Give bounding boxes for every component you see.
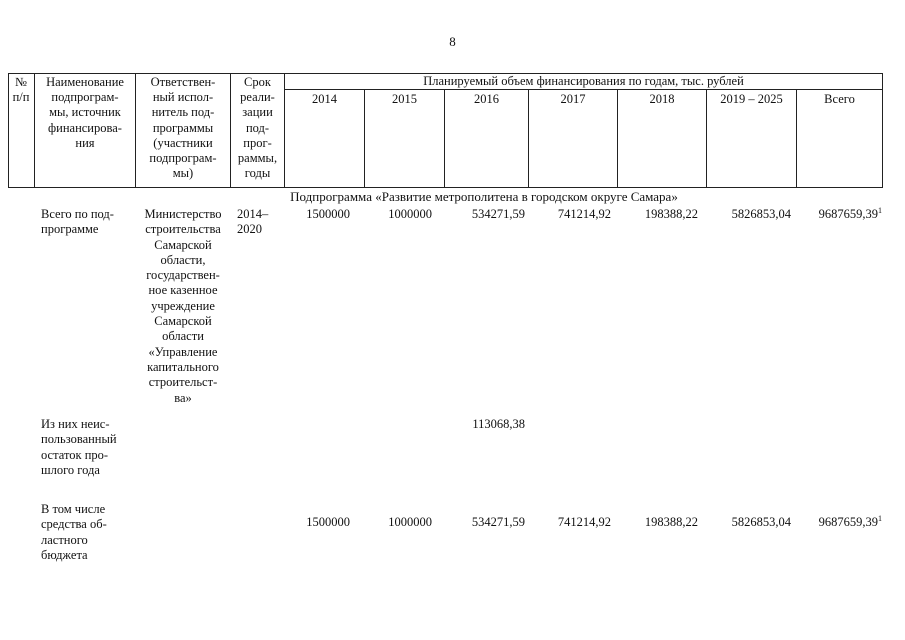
header-year-2014: 2014 [312,92,337,106]
value-2014: 1500000 [306,515,350,529]
row-executor: Министерство строительства Самарской области, государствен- ное казенное учреждение Самарской области «Управление капитального строительст- ва» [144,207,222,405]
footnote-mark: 1 [878,513,882,523]
header-funding-title: Планируемый объем финансирования по годам, тыс. рублей [423,74,744,88]
header-col-term: Срок реали- зации под- прог- раммы, годы [237,75,278,181]
value-2017: 741214,92 [557,515,611,529]
value-2015: 1000000 [388,515,432,529]
col-line [882,73,883,187]
value-2016: 113068,38 [472,417,525,431]
row-name: Из них неис- пользованный остаток про- шлого года [41,417,117,478]
header-col-name: Наименование подпрограм- мы, источник финансирова- ния [46,75,124,150]
row-term: 2014– 2020 [237,207,269,237]
header-col-executor: Ответствен- ный испол- нитель под- программы (участники подпрограм- мы) [149,75,217,181]
header-year-2019-2025: 2019 – 2025 [720,92,783,106]
footnote-mark: 1 [878,205,882,215]
col-line [284,73,285,187]
value-2018: 198388,22 [644,515,698,529]
header-year-2016: 2016 [474,92,499,106]
header-year-2018: 2018 [649,92,675,106]
value-2016: 534271,59 [471,515,525,529]
value-2018: 198388,22 [644,207,698,221]
header-year-2015: 2015 [392,92,417,106]
value-2017: 741214,92 [557,207,611,221]
row-name: Всего по под- программе [41,207,114,237]
value-2019-2025: 5826853,04 [731,515,791,529]
value-2014: 1500000 [306,207,350,221]
subprogram-title: Подпрограмма «Развитие метрополитена в городском округе Самара» [290,189,678,204]
page-number: 8 [449,34,456,49]
header-bottom-border [8,187,883,188]
value-total: 9687659,39$^1$ [818,513,882,529]
value-2015: 1000000 [388,207,432,221]
header-total: Всего [824,92,855,106]
value-2016: 534271,59 [471,207,525,221]
row-name: В том числе средства об- ластного бюджета [41,502,107,563]
value-2019-2025: 5826853,04 [731,207,791,221]
header-col-number: № п/п [12,75,30,105]
header-year-2017: 2017 [560,92,586,106]
value-total: 9687659,39$^1$ [818,205,882,221]
